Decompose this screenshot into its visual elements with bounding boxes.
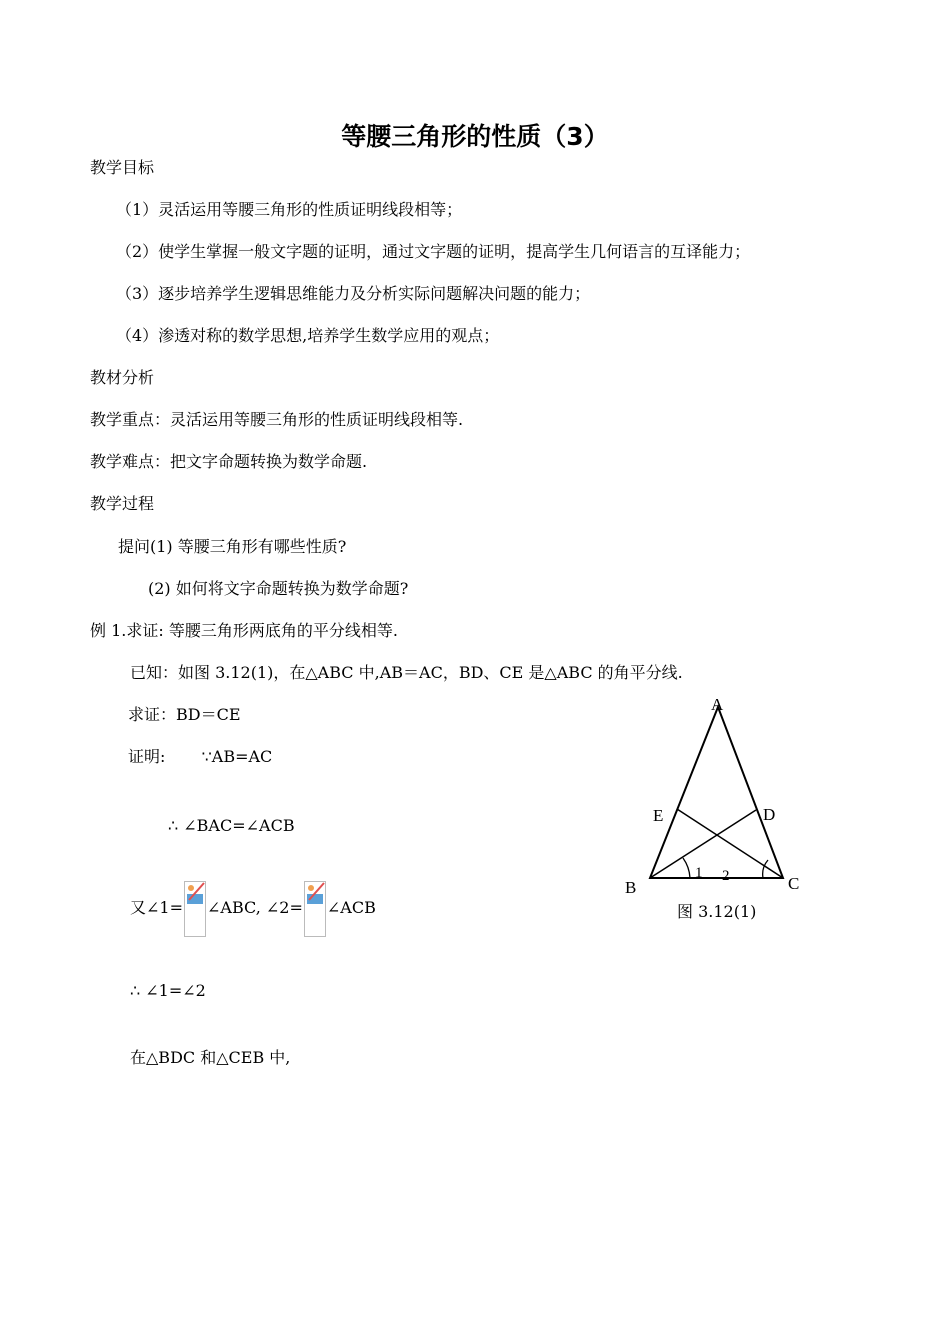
angle-label-2: 2 <box>722 868 730 884</box>
difficulty: 教学难点：把文字命题转换为数学命题. <box>90 452 368 471</box>
proof-label: 证明: <box>128 747 166 766</box>
angle-arc-c <box>763 860 768 878</box>
triangle-diagram <box>615 693 815 893</box>
question-2: (2) 如何将文字命题转换为数学命题? <box>148 579 409 598</box>
proof-step-5: 在△BDC 和△CEB 中, <box>130 1048 291 1067</box>
vertex-label-e: E <box>653 806 664 825</box>
vertex-label-d: D <box>763 805 776 824</box>
proof-line-3 <box>130 880 376 937</box>
example-prove: 求证：BD＝CE <box>128 705 241 724</box>
angle-label-1: 1 <box>695 865 703 881</box>
angle-arc-b <box>683 858 690 878</box>
vertex-label-b: B <box>625 878 637 897</box>
example-given: 已知：如图 3.12(1)，在△ABC 中,AB＝AC，BD、CE 是△ABC 的角平分线. <box>130 663 683 682</box>
proof-step-3-c: ∠ACB <box>326 898 376 917</box>
vertex-label-c: C <box>788 874 800 893</box>
vertex-label-a: A <box>711 695 724 714</box>
proof-step-3-b: ∠ABC, ∠2= <box>207 898 303 917</box>
triangle-abc <box>650 707 783 878</box>
objective-item-3: （3）逐步培养学生逻辑思维能力及分析实际问题解决问题的能力； <box>116 284 591 303</box>
broken-image-icon <box>304 881 326 937</box>
question-1: 提问(1) 等腰三角形有哪些性质? <box>118 537 347 556</box>
example-statement: 例 1.求证: 等腰三角形两底角的平分线相等. <box>90 621 398 640</box>
objective-item-2: （2）使学生掌握一般文字题的证明，通过文字题的证明，提高学生几何语言的互译能力； <box>116 242 751 261</box>
figure-caption: 图 3.12(1) <box>677 902 757 921</box>
objective-item-4: （4）渗透对称的数学思想,培养学生数学应用的观点； <box>116 326 500 345</box>
proof-step-1: ∵AB=AC <box>201 747 273 766</box>
broken-image-icon <box>184 881 206 937</box>
key-point: 教学重点：灵活运用等腰三角形的性质证明线段相等. <box>90 410 464 429</box>
triangle-figure <box>615 693 815 928</box>
analysis-heading: 教材分析 <box>90 368 155 387</box>
proof-line-1 <box>128 746 272 768</box>
page-title: 等腰三角形的性质（3） <box>341 122 609 151</box>
objective-item-1: （1）灵活运用等腰三角形的性质证明线段相等； <box>116 200 463 219</box>
proof-step-2: ∴ ∠BAC=∠ACB <box>168 816 295 835</box>
segment-bd <box>650 810 756 878</box>
objectives-heading: 教学目标 <box>90 158 155 177</box>
proof-step-3-a: 又∠1= <box>130 898 183 917</box>
proof-step-4: ∴ ∠1=∠2 <box>130 981 206 1000</box>
process-heading: 教学过程 <box>90 494 155 513</box>
